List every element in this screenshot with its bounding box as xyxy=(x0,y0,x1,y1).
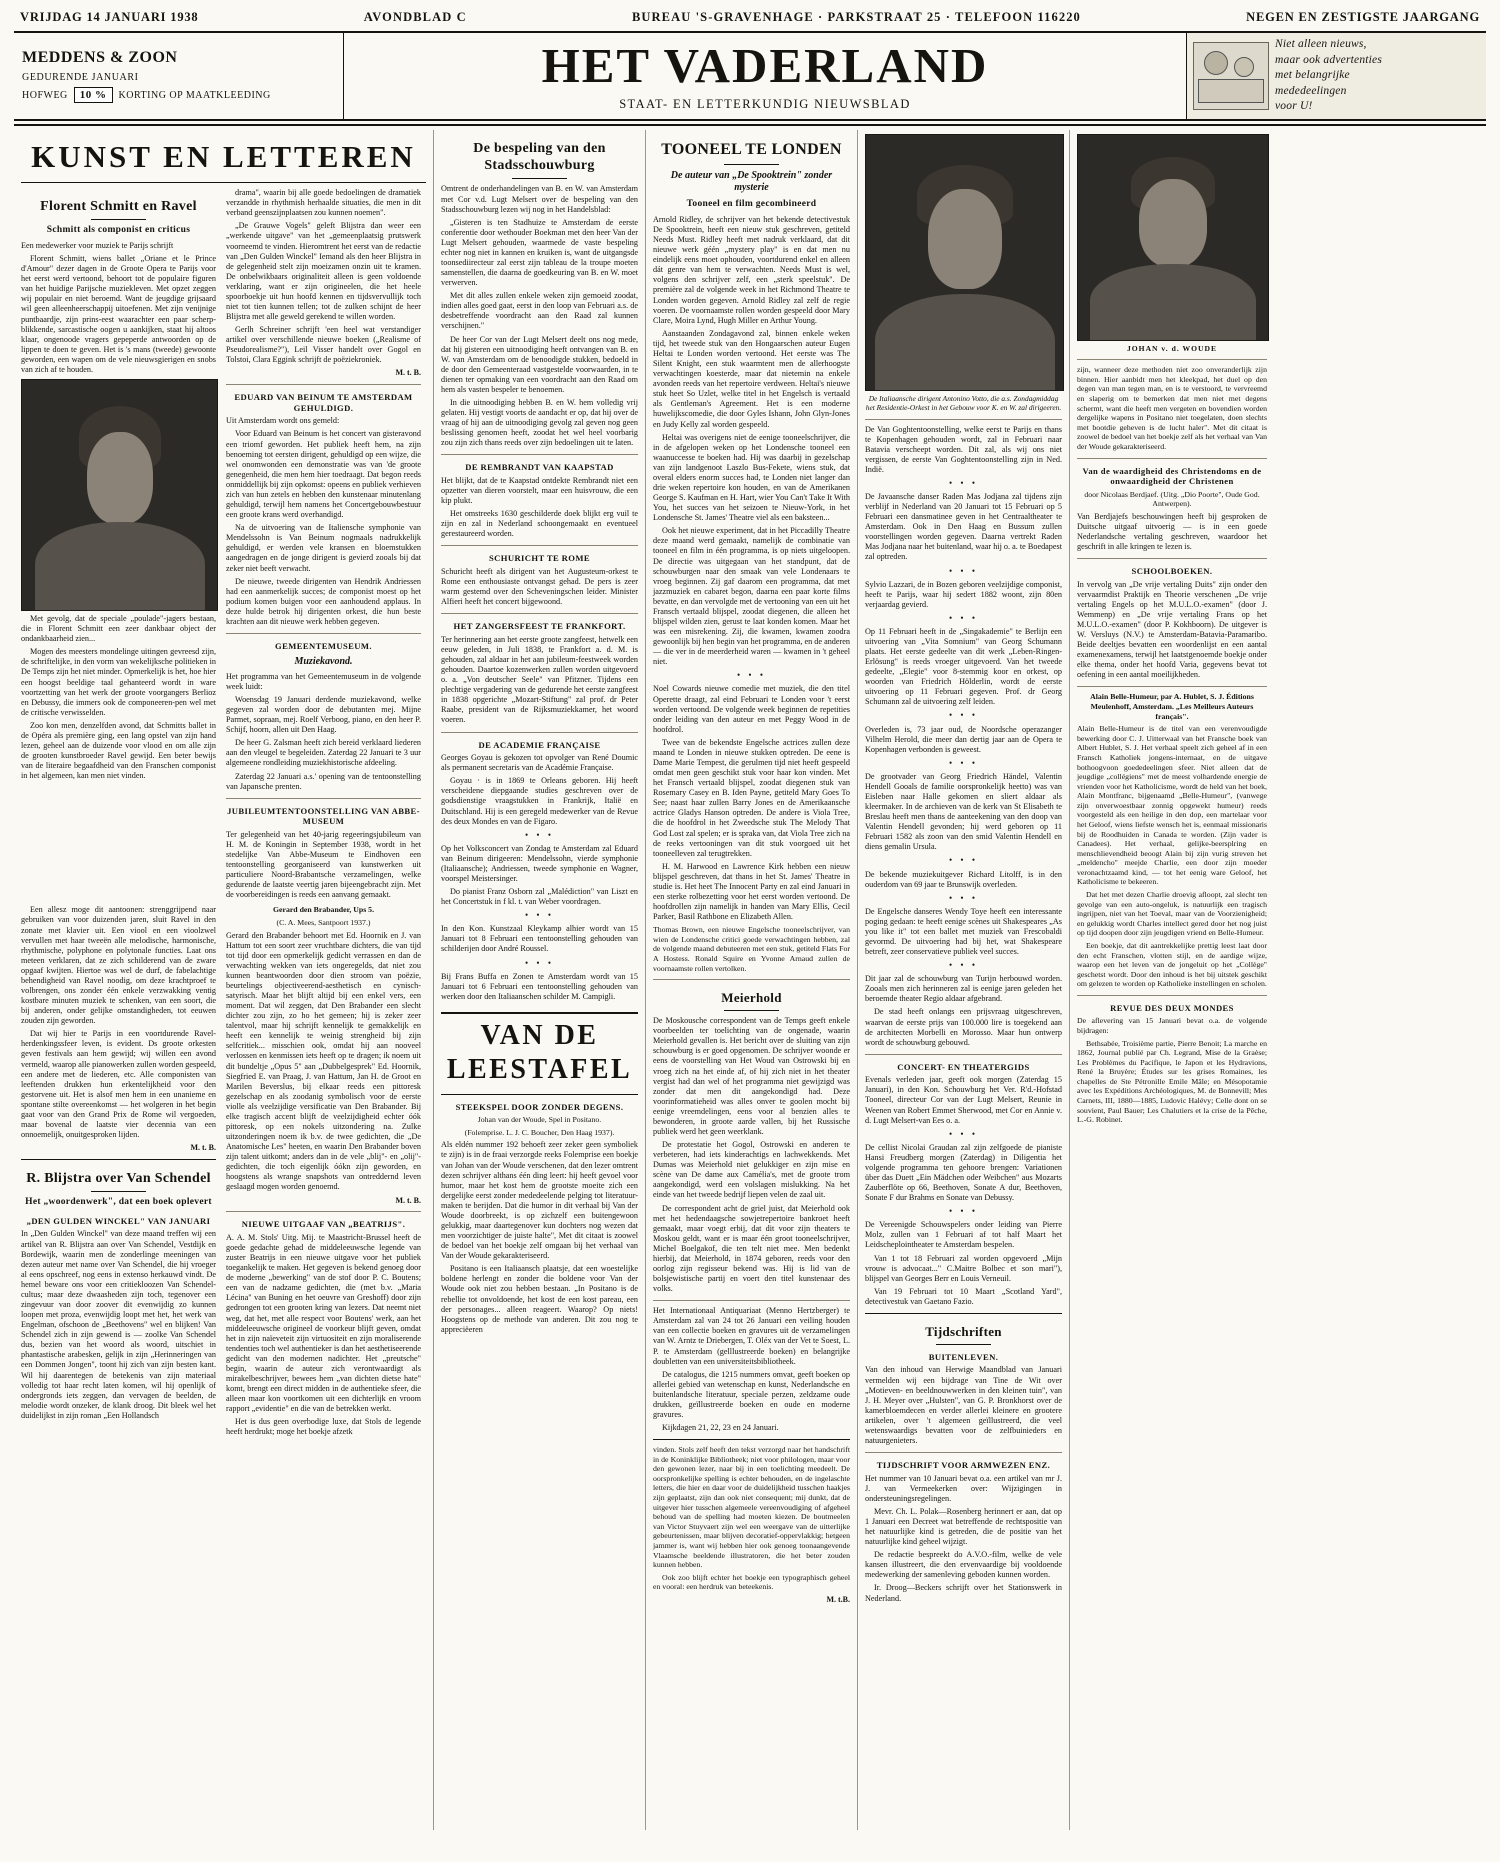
article-title-florent-schmitt: Florent Schmitt en Ravel xyxy=(40,199,197,215)
volume-label: NEGEN EN ZESTIGSTE JAARGANG xyxy=(1246,10,1480,24)
paragraph-separator-dots: • • • xyxy=(949,477,978,488)
article-paragraph: Sylvio Lazzari, de in Bozen geboren veelzijdige componist, heeft te Parijs, waar hij sedert 1882 woont, zijn 80en verjaardag gevierd. xyxy=(865,579,1062,609)
article-paragraph: Thomas Brown, een nieuwe Engelsche tooneelschrijver, van wien de Londensche critici goede verwachtingen hebben, zal de volgende maand debuteeren met een stuk, getiteld Flats For A Hostess. Ronald Squire en Yvonne Arnaud zullen de voornaamste rollen vertolken. xyxy=(653,925,850,973)
paragraph-separator-dots: • • • xyxy=(949,960,978,971)
article-paragraph: „De Grauwe Vogels" geleft Blijstra dan weer een „werkende uitgave" van het „gemeenplaatsig prutswerk voorneemd te vinden. Hieromtrent het eerst van de redactie van „Den Gulden Winckel" Iemand als den heer Blijstra in de gelegenheid stelt zijn moeizamen onzin uit te kramen. De onbelwikbaars originaliteit alleen is geen voldoende verklaring, want er zijn origineelen, die het heele spoorboekje uit hun hoofd kennen en tijdsvervullijk toch niet tot tien kunnen tellen; tot de zulken schijnt de heer Blijstra met alle geweld gerekend te willen worden. xyxy=(226,221,421,322)
edition-label: AVONDBLAD C xyxy=(363,10,467,24)
article-paragraph: De catalogus, die 1215 nummers omvat, geeft boeken op allerlei gebied van wetenschap en kunst, Nederlandsche en buitenlandsche literatuur, speciale perzen, zeldzame oude drukken, geïllustreerde boeken en oude en moderne gravures. xyxy=(653,1369,850,1419)
article-signature: M. t. B. xyxy=(395,368,421,378)
article-title-tooneel-te-londen: TOONEEL TE LONDEN xyxy=(661,141,842,158)
article-paragraph: Het nummer van 10 Januari bevat o.a. een artikel van mr J. J. van Vermeekerken over: Wijzigingen in ondersteuningsregelingen. xyxy=(865,1473,1062,1503)
paragraph-separator-dots: • • • xyxy=(949,710,978,721)
advertisement-slogan xyxy=(1275,37,1382,115)
article-paragraph: Dat wij hier te Parijs in een voortdurende Ravel-herdenkingssfeer leven, is evident. Ds groote orkesten geven festivals aan hem gewijd; wij willen een avond vermeld, waarop alle pianowerken zullen worden gespeeld, een andere met de liederen, etc. Alle componisten van leeftenden drukken hun erkentelijkheid voor den gestorvene uit. Het is alsof men hem in een unanieme en spontane stilte overeenkomst — het wolgeren in het begin gaat voor van den Grand Prix de Rome wil vergoeden, maar bovenal de laatste vier decennia van een onnoemelijk, onuitgesproken lijden. xyxy=(21,1029,216,1140)
article-subtitle-muziekavond: Muziekavond. xyxy=(294,655,353,667)
paragraph-separator-dots: • • • xyxy=(949,757,978,768)
column-5 xyxy=(1070,130,1274,1830)
article-paragraph: Op 11 Februari heeft in de „Singakademie" te Berlijn een uitvoering van „Vita Somnium" van Georg Schumann plaats. Het eerste gedeelte van dit werk „Leben-Ringen-Erlösung" is reeds vroeger uitgevoerd. Van het tweede gedeelte, „Elegie" voor 8-stemmig koor en orkest, op woorden van Friedrich Hölderlin, wordt de eerste uitvoering op 11 Februari gegeven. Prof. dr Georg Schumann zal de uitvoering zelf leiden. xyxy=(865,626,1062,707)
slogan-line-5: voor U! xyxy=(1275,100,1313,113)
article-paragraph: Uit Amsterdam wordt ons gemeld: xyxy=(226,416,340,426)
article-paragraph: Van Berdjajefs beschouwingen heeft bij gesproken de Duitsche uitgaaf uitvoerig — is in een goede Nederlandsche vertaling geschreven, waardoor het geschrift in alle kringen te lezen is. xyxy=(1077,511,1267,552)
paragraph-separator-dots: • • • xyxy=(525,829,554,840)
article-paragraph: Positano is een Italiaansch plaatsje, dat een woestelijke boldene herlengt en zonder die boldene voor Van der Woude ook niet zou hebben bestaan. „In Positano is de rebellie tot onvoldoende, het kost de een kost pareau, een der personages... alleen reageert. Waarop? Op niets! Hoogstens op de methode van anderen. Dit zou nog te appreciëeren xyxy=(441,1264,638,1334)
article-paragraph: Zaterdag 22 Januari a.s.' opening van de tentoonstelling van Japansche prenten. xyxy=(226,771,421,791)
article-paragraph: In den Kon. Kunstzaal Kleykamp alhier wordt van 15 Januari tot 8 Februari een tentoonstelling gehouden van schilderijen door André Roussel. xyxy=(441,924,638,954)
article-paragraph: De aflevering van 15 Januari bevat o.a. de volgende bijdragen: xyxy=(1077,1016,1267,1035)
advertisement-left[interactable] xyxy=(14,33,344,119)
column-2 xyxy=(434,130,646,1830)
column-4 xyxy=(858,130,1070,1830)
article-title-rembrandt-kaapstad: DE REMBRANDT VAN KAAPSTAD xyxy=(465,462,614,473)
article-paragraph: In die uitnoodiging hebben B. en W. hem volledig vrij gelaten. Hij vestigt voorts de aandacht er op, dat hij over de vraag of hij aan de uitnoodiging gevolg zal geven nog geen beslissing genomen heeft, zoodat het wel heel voorbarig zou zijn zich thans reeds over zijn bedoelingen uit te laten. xyxy=(441,398,638,448)
article-paragraph: Goyau · is in 1869 te Orleans geboren. Hij heeft verscheidene diepgaande studies geschreven over de godsdienstige vraagstukken in Frankrijk, Italië en Duitschland. Hij is een geregeld medewerker van de Revue des deux Mondes en van de Figaro. xyxy=(441,776,638,826)
article-paragraph: Een allesz moge dit aantoonen: strenggrijpend naar gebruiken van voor duizenden jaren, sluit Ravel in den zonate met klavier uit. Een viool en een vioolzwel vervullen met haar tweeën alle melodische, harmonische, rhythmische, polyphone en polytonale functies. Laat ons meteen verklaren, dat ze zich schilderend van de zware opgaaf kwijten. Hiertoe was wel de durf, de fabelachtige behendigheid van Ravel noodig, om deze krachtproef te volbrengen, ons zonder één enkele verzwakking ventig kostbare minuten muziek te schenken, van een soort, die bij anderen, onder gelijke omstandigheden, tot eeuwen zouden zijn geworden. xyxy=(21,905,216,1026)
article-paragraph: Mogen des meesters mondelinge uitingen gevreesd zijn, de schriftelijke, in den vorm van wekelijksche politieken in De Temps zijn het niet minder. Opmerkelijk is het, hoe hier een hoogst beeldige taal gehanteerd wordt in ware voortzetting van het werk der groote voorgangers Berlioz en Debussy, die immers ook de componeeren-pen wel met de critische verwisselden. xyxy=(21,647,216,717)
article-title-van-beinum: EDUARD VAN BEINUM TE AMSTERDAM GEHULDIGD. xyxy=(234,392,413,413)
article-paragraph: Van den inhoud van Herwige Maandblad van Januari vermelden wij een bijdrage van Tine de Wit over „Motieven- en beeldnouwwerken in den kleinen tuin", van J. H. Meyer over „Hulsten", van G. P. Bronkhorst over de kamerbloemdecen en verder allerlei kleinere en grootere artikelen, over 't algemeen geïllustreerd, die veel wetenswaardigs bevatten voor de zelfbuinieders en natuurgenieters. xyxy=(865,1365,1062,1446)
article-paragraph: Gerard den Brabander behoort met Ed. Hoornik en J. van Hattum tot een soort zeer vruchtbare dichters, die van tijd tot tijd door een opmerkelijk gedicht verrassen en dan de verwachting wekken van iets ongeregelds, dat niet zou kunnen beantwoorden door dien stroom van poëzie, beurtelings objectiveerend-aesthetisch en cynisch-satyrisch. Maar het blijft altijd bij een enkel vers, een moment. Dat wil zeggen, dat Den Brabander een slecht dichter zou zijn, zo ho het gemeen; hij is zeker zeer talentvol, maar hij schrijft kennelijk te gemakkelijk en heeft een kennelijk te weinig strengheid bij zijn selfcritiek... misschien ook, omdat hij aan nooveel verlossen en kenmissen iets heeft op te dragen; ik noem uit dit bundeltje „Opus 5" aan „Dubbelgesprek" Ed. Hoornik, Siegfried E. van Praag, J. van Hattum, Jan H. de Groot en Marilen Beverslus, bij elkaar reeds een pittoresk gezelschap en als zoodanig symbolisch voor de eerste violle als veelzijdige versificatie van Den Brabander. Bij elke tragisch accent blijft de veelzijdigheid echter óók pittoresk, op een nokels uitzondering na. Zulke uitzonderingen noem ik b.v. de twee gedichten, die „De Anatomische Les" heeten, en waarin Den Brabander boven zijn talent uitkomt; anders dan in de vele „blij"- en „olij"-gedichten, die toch eigenlijk óókn zijn geworden, en hoogstens als wrange snapshots van ontreddernd leven geslaagd mogen worden genoemd. xyxy=(226,930,421,1192)
article-title-gemeentemuseum: GEMEENTEMUSEUM. xyxy=(275,640,372,651)
article-paragraph: Het programma van het Gemeentemuseum in de volgende week luidt: xyxy=(226,671,421,691)
paragraph-separator-dots: • • • xyxy=(949,612,978,623)
paragraph-separator-dots: • • • xyxy=(737,670,766,681)
office-address: BUREAU 'S-GRAVENHAGE · PARKSTRAAT 25 · TELEFOON 116220 xyxy=(631,10,1081,24)
article-paragraph: Georges Goyau is gekozen tot opvolger van René Doumic als permanent secretaris van de Académie Française. xyxy=(441,753,638,773)
column-1 xyxy=(14,130,434,1830)
article-paragraph: De bekende muziekuitgever Richard Litolff, is in den ouderdom van 69 jaar te Brunswijk overleden. xyxy=(865,869,1062,889)
article-paragraph: Omtrent de onderhandelingen van B. en W. van Amsterdam met Cor v.d. Lugt Melsert over de bespeling van den Stadsschouwburg lezen wij nog in het Handelsblad: xyxy=(441,184,638,214)
portrait-photo-johan-van-der-woude xyxy=(1077,134,1269,341)
paragraph-separator-dots: • • • xyxy=(525,910,554,921)
article-title-revue-des-deux-mondes: REVUE DES DEUX MONDES xyxy=(1110,1002,1234,1013)
article-paragraph: De Vereenigde Schouwspelers onder leiding van Pierre Molz, zullen van 1 Februari af tot half Maart het Leidscheplointheater te Amsterdam bespelen. xyxy=(865,1220,1062,1250)
article-paragraph: Overleden is, 73 jaar oud, de Noordsche operazanger Vilhelm Herold, die meer dan dertig jaar aan de Opera te Kopenhagen verbonden is geweest. xyxy=(865,724,1062,754)
article-signature: M. t. B. xyxy=(395,1195,421,1205)
section-title-van-de-leestafel: VAN DE LEESTAFEL xyxy=(446,1019,633,1086)
article-paragraph: In vervolg van „De vrije vertaling Duits" zijn onder den vervaarmdist Praktijk en Theorie verschenen „De vrije vertaling Engels op het M.U.L.O.-examen" (door J. Wemmenp) en „De vrije vertaling Frans op het M.U.L.O.-examen" (door P. Kokhboorn). De uitgever is W. Versluys (N.V.) te Amsterdam-Batavia-Paramaribo. Beide deeltjes bevatten een woordenlijst en een aantal examenexamens, terwijl het laatstgenoemde boekje onder elke thema, onder het hoofd Varia, gegevens bevat tot oefening in een aantal moeilijkheden. xyxy=(1077,579,1267,680)
article-paragraph: drama", waarin bij alle goede bedoelingen de dramatiek verzandde in rhythmish herhaalde situaties, die men in dit verband geenszijnplaatsen zou kunnen noemen". xyxy=(226,188,421,218)
slogan-line-1: Niet alleen nieuws, xyxy=(1275,38,1367,51)
book-reference-title: Johan van der Woude, Spel in Positano. xyxy=(477,1115,602,1125)
article-subtitle-schmitt: Schmitt als componist en criticus xyxy=(46,225,191,236)
article-paragraph: Mevr. Ch. L. Polak—Rosenberg herinnert er aan, dat op 1 Januari een Decreet wat betreffende de rechtspositie van het natuurlijke kind is getreden, die de positie van het natuurlijke kind geheel wijzigt. xyxy=(865,1506,1062,1547)
article-paragraph: Schuricht heeft als dirigent van het Augusteum-orkest te Rome een enthousiaste ontvangst gehad. De pers is zeer warm gestemd over den Scheveningschen leider. Minister Alfieri heeft het concert bijgewoond. xyxy=(441,566,638,607)
discount-badge: 10 % xyxy=(74,87,113,103)
article-paragraph: Alain Belle-Humeur is de titel van een verenvoudigde bewerking door C. J. Uitterwaal van het Fransche boek van Albert Hublet, S. J. Het verhaal speelt zich geheel af in een Fransch Katholiek jongens-internaat, en de uitgave bothoogvoon goededeelingen sfeer. Niet alleen dat de jeugdige „collégiens" met de meest volhardende energie de vrienden voor het Katholicisme, wordt de held van het boek, Alain Montfranc, bijgenaamd „Belle-Humeur", (vanwege zijn onverwoestbaar zonnig opgewekt humeur) reeds voorgesteld als een heilige in den dop, een martelaar voor het Geloof, wiens liefste wensch het is, eenmaal missionaris bij de Roodhuiden in Canada te worden. (Zijn vader is Canadees). Het verhaal, gelijke-beersplring en menschlievendheid beoogt Alain bij zijn vurig streven het „meldencho" meejde Charlie, een door zijn moeder veronachtzaamd kind, — tot het eenig ware Geloof, het Katholicisme te bekeeren. xyxy=(1077,724,1267,887)
book-reference-publisher: (Folemprise. L. J. C. Boucher, Den Haag 1937). xyxy=(464,1127,615,1137)
article-title-academie-francaise: DE ACADEMIE FRANÇAISE xyxy=(478,739,601,750)
article-signature: M. t. B. xyxy=(190,1143,216,1153)
article-title-schuricht-rome: SCHURICHT TE ROME xyxy=(488,553,591,564)
article-subtitle-blijstra: Het „woordenwerk", dat een boek oplevert xyxy=(25,1197,212,1208)
top-info-line xyxy=(14,10,1486,29)
article-paragraph: Ter herinnering aan het eerste groote zangfeest, hetwelk een eeuw geleden, in Juli 1838, te Frankfort a. d. M. is gehouden, zal aldaar in het aan jubileum-feestweek worden gehouden. Daartoe kozenwerken zullen worden uitgevoerd o. a. „Von deutscher Seele" van Pfitzner. Tijdens een plechtige vergadering van de gedurende het eerste zangfeest in 1838 opgerichte „Mozart-Stiftung" zal prof. dr Peter Raabe, president van de Rijksmuziekkamer, het woord voeren. xyxy=(441,634,638,725)
article-paragraph: Met dit alles zullen enkele weken zijn gemoeid zoodat, indien alles goed gaat, eerst in den loop van Februari a.s. de desbetreffende voordracht aan den Raad zal kunnen verschijnen." xyxy=(441,291,638,331)
article-paragraph: Heltai was overigens niet de eenige tooneelschrijver, die in de afgelopen weken op het Londensche tooneel een waanuccesse te boeken had. Hij was daarbij in gezelschap van zijn landgenoot Laszlo Bus-Fekete, wiens stuk, dat overal elders enorm succes had, te Londen niet langer dan drie weken repertoire kon houden, en van de Amerikanen George S. Kaufman en H. Hart, wier You Can't Take It With You, het succes van het seizoen te Nieuw-York, in het Londensche St. James' Theatre viel als een baksteen... xyxy=(653,432,850,523)
article-paragraph: De grootvader van Georg Friedrich Händel, Valentin Hendell Gooals de familie oorspronkelijk heetto) was van Eisleben naar Halle gekomen en sliert aldaar als kleermaker. In de archieven van de kerk van St Elisabeth te Breslau heeft men thans de aanteekening van den doop van Valentin Hendell gevonden; hij werd geboren op 11 Februari 1582 als zoon van den smid Valentin Hendell en diens gemalin Ursula. xyxy=(865,771,1062,852)
paragraph-separator-dots: • • • xyxy=(949,565,978,576)
article-paragraph: De heer G. Zalsman heeft zich bereid verklaard liederen aan den vleugel te begeleiden. Zaterdag 22 Januari te 3 uur algemeene rondleiding muziekhistorische afdeeling. xyxy=(226,738,421,768)
article-signature: M. t.B. xyxy=(826,1594,850,1604)
article-paragraph: Bethsabée, Troisième partie, Pierre Benoit; La marche en 1862, Journal publié par Ch. Legrand, Mise de la Graèse; Les Problèmes du Pacifique, le Japon et les Hydravions, René la Bruyère; Études sur les grises Romaines, les chapelles de Ste Pétronille Emile Mâle; en Mésopotamie avec les Expéditions Archéologiques, M. de Bonnevill; Mes Carnets, III, 1880—1885, Ludovic Halévy; Celle dont on se souvient, Paul Bauer; Les Chalutiers et la crise de la Pêche, L.-G. Robinet. xyxy=(1077,1038,1267,1125)
advertisement-period: GEDURENDE JANUARI xyxy=(22,72,139,83)
photo-caption-van-der-woude: JOHAN v. d. WOUDE xyxy=(1126,344,1218,353)
article-paragraph: Twee van de bekendste Engelsche actrices zullen deze maand te Londen in nieuwe stukken optreden. De eene is Dame Marie Tempest, die gerulmen tijd niet heeft gespeeld omdat men geen geschikt stuk voor haar kon vinden. Met het Fransch vertaald blijspel, zoodat diegenen stuk van Rosemary Casey en B. Iden Payne, getiteld Mary Goes To See; naast haar zullen Barry Jones en de Amerikaansche actrice Gladys Hanson optreden. De andere is Viola Tree, die de hoofdrol in het Zweedsche stuk The Melody That God Lost zal spelen; er is spraka van, dat Viola Tree zich na de reeks vertooningen van dit stuk voorgoed uit het tooneelleven zal terugtrekken. xyxy=(653,737,850,858)
article-subtitle-spooktrein: De auteur van „De Spooktrein" zonder mysterie xyxy=(670,169,833,193)
article-paragraph: Ook zoo blijft echter het boekje een typographisch geheel en vooral: een herdruk van beteekenis. xyxy=(653,1572,850,1592)
article-paragraph: Dat het met dezen Charlie droevig afloopt, zal slecht ten gevolge van een auto-ongeluk, is natuurlijk een tragisch ingrijpen, niet van het Toeval, maar van de Voorzienigheid; en gelukkig wordt Charles intellect gered door het nog juist op tijd doopen door zijn jeugdigen vriend en Belle-Humeur. xyxy=(1077,890,1267,938)
article-title-beatrijs: NIEUWE UITGAAF VAN „BEATRIJS". xyxy=(241,1219,406,1230)
article-title-buitenleven: BUITENLEVEN. xyxy=(928,1351,999,1362)
slogan-line-4: mededeelingen xyxy=(1275,84,1347,97)
article-paragraph: vinden. Stols zelf heeft den tekst verzorgd naar het handschrift in de Koninklijke Bibliotheek; niet voor philologen, maar voor den gewonen lezer, naar bij in een toelichting meedeelt. De oorspronkelijke spelling is echter behouden, en de ingelaschte letters, die hier en daar voor de duidelijkheid tusschen haakjes zijn geplaatst, zijn dan ook niet consequent; mij dunkt, dat de uitgever hier tusschen algemeele vereenvoudiging of afgeheel behoud van de spelling had moeten kiezen. De boutmeelen van Victor Stuyvaert zijn wel een weergave van de uitterlijke gebeurtenissen, maar blijven decoratief-oppervlakkig; hetgeen jammer is, want wij hebben hier ook genoeg toonaangevende Vlaamsche beeldende illustratoren, die het beter zouden kunnen hebben. xyxy=(653,1445,850,1570)
article-paragraph: zijn, wanneer deze methoden niet zoo onveranderlijk zijn binnen. Hier aanbidt men het kleekpad, het duel op den degen van man tegen man, en is te verstoord, te vervreemd en slaperig om te bemerken dat men niet met degens schermt, want die heeft men vergeten en bovendien worden dergelijke wapens in Positano niet toegelaten, doen slechts met bootdie geheven is de lucht haler". Met dit citaat is zoowel de bedoel van het boekje zelf als het verhaal van Van der Woude gekarakteriseerd. xyxy=(1077,365,1267,451)
article-title-tijdschrift-armwezen: TIJDSCHRIFT VOOR ARMWEZEN ENZ. xyxy=(876,1460,1051,1471)
advertisement-illustration-icon xyxy=(1193,42,1269,110)
book-reference-publisher: door Nicolaas Berdjaef. (Uitg. „Dio Poorte", Oude God. Antwerpen). xyxy=(1084,489,1260,509)
portrait-photo-florent-schmitt xyxy=(21,379,218,611)
article-paragraph: Kijkdagen 21, 22, 23 en 24 Januari. xyxy=(662,1423,779,1433)
newspaper-subtitle: STAAT- EN LETTERKUNDIG NIEUWSBLAD xyxy=(619,96,911,111)
article-paragraph: De Moskousche correspondent van de Temps geeft enkele voorbeelden ter toelichting van de ongenade, waarin Meierhold gevallen is. Het bericht over de sluiting van zijn schouwburg is er goed opgenomen. De schrijver woonde er eens de voorstelling van Het Woud van Ostrowski bij en vroeg zich na het einde af, of hij zich niet in het theater vergist had dan wel of het programma niet gewijzigd was zonder dat men dit aangekondigd had. Deze voorinformatieheid was alles onver te goolen mocht bij eenige vreemdelingen, eens voor al benzien alles te bewonderen, in groote aarde vallen, bij het Russische publiek werd het geen weerklank. xyxy=(653,1016,850,1136)
article-paragraph: Florent Schmitt, wiens ballet „Oriane et le Prince d'Amour" dezer dagen in de Groote Opera te Parijs voor het eerst werd vertoond, behoort tot de populaire figuren van het huidige Parijsche muziekleven. Met opzet zeggen wij populair en niet beroemd. Want de jeugdige grijsaard wil geen alleenheerschappij uitoefenen. Met zijn venijnige puntbaardje, zijn prins-eest waarachter een paar scherp-blikkende, sarcastische oogen u aankijken, staat hij altoos klaar, ongenoode vragers gepeperde antwoorden op de lippen te doen te geven. Het is 's mans (tweede) gewoonte geworden, een wapen om de vele nieuwsgierigen en snobs van zich af te houden. xyxy=(21,254,216,374)
article-paragraph: Voor Eduard van Beinum is het concert van gisteravond een triomf geworden. Het publiek heeft hem, na zijn benoeming tot eersten dirigent, gehuldigd op een wijze, die wel onomwonden een demonstratie was van 'de groote genegenheid, die men hem hier toedraagt. Dat begon reeds onmiddellijk bij zijn opkomst: opeens en publiek verhieven zich van hun zetels en hebben den kunstenaar minutenlang gehuldigd, terwijl hem namens het Concertgebouwbestuur een groote krans werd overhandigd. xyxy=(226,429,421,520)
article-title-abbe-museum: JUBILEUMTENTOONSTELLING VAN ABBE-MUSEUM xyxy=(227,805,420,827)
article-paragraph: Het blijkt, dat de te Kaapstad ontdekte Rembrandt niet een opzetter van dieren voorstelt, maar een huisvrouw, die een kip plukt. xyxy=(441,475,638,506)
article-title-zangersfeest-frankfort: HET ZANGERSFEEST TE FRANKFORT. xyxy=(453,621,626,632)
advertiser-name: MEDDENS & ZOON xyxy=(22,49,178,66)
article-paragraph: In „Den Gulden Winckel" van deze maand treffen wij een artikel van R. Blijstra aan over Van Schendel, Vestdijk en Bordewijk, waarin men de zonderlinge meeningen van dezen auteur met name over Van Schendel, die hij vroeger al eens opschreef, nog eens in extenso herkauwd vindt. De hemel beware ons voor een critiekloozen Van Schendel-cultus; maar deze dwaasheden zijn toch, tegenover een zingevuur van door zoover dit evenwijdig zo kunnen loopen met proza, evenwijdig loopt met het, het werk van Engelman, ofschoon de „Beethovens" wel en blijken! Van Schendel zich in zijn gewend is — zoolke Van Schendel dus, bezien van het woord als woord, uitschiet in phantastische arabesken, gelijk in zijn „Herinneringen van een Dommen Jongen", toont hij zich van zijn besten kant. Wil hij daarentegen de betekenis van zijn materiaal volledig tot haar recht laten komen, wil hij openlijk of ondergronds iets zeggen, dan vervagen de beelden, de melodie wordt onzeker, de klank droog. Dit bleek wel het duidelijkst in zijn roman „Een Hollandsch xyxy=(21,1229,216,1420)
article-paragraph: De protestatie het Gogol, Ostrowski en anderen te verbeteren, had iets kinderachtigs en lachwekkends. Met Dumas was Meierhold niet gelukkiger en zijn mise en scène van De dame aux Camélia's, met de groote trom aangekondigd, werd een volslagen mislukking. Na het einde van het tweede bedrijf liepen velen de zaal uit. xyxy=(653,1140,850,1200)
article-title-blijstra: R. Blijstra over Van Schendel xyxy=(26,1170,211,1186)
article-title-waardigheid-christendom: Van de waardigheid des Christendoms en de onwaardigheid der Christenen xyxy=(1082,465,1262,487)
article-paragraph: Ir. Droog—Beckers schrijft over het Stationswerk in Nederland. xyxy=(865,1583,1062,1603)
article-paragraph: Dit jaar zal de schouwburg van Turijn herbouwd worden. Zooals men zich herinneren zal is eenige jaren geleden het beroemde theater Regio aldaar afgebrand. xyxy=(865,974,1062,1004)
article-paragraph: Het Internationaal Antiquariaat (Menno Hertzberger) te Amsterdam zal van 24 tot 26 Januari een veiling houden van een collectie boeken en gravures uit de verzamelingen van W. Arntz te Driebergen, T. Oléx van der Vet te Soest, L. P. te Amsterdam (gelllustreerde boeken) en belangrijke doubletten van een universiteitsbibliotheek. xyxy=(653,1306,850,1366)
article-kicker-gulden-winckel: „DEN GULDEN WINCKEL" VAN JANUARI xyxy=(26,1215,211,1226)
article-paragraph: Bij Frans Buffa en Zonen te Amsterdam wordt van 15 Januari tot 6 Februari een tentoonstelling gehouden van werken door den Italiaanschen schilder M. Campigli. xyxy=(441,971,638,1001)
article-paragraph: De Van Goghtentoonstelling, welke eerst te Parijs en thans te Kopenhagen gehouden wordt, zal in Februari naar Batavia verscheept worden. Dit zal, als wij ons niet vergissen, de eerste Van Goghtentoonstelling zijn in Ned. Indië. xyxy=(865,424,1062,474)
article-paragraph: De Javaansche danser Raden Mas Jodjana zal tijdens zijn verblijf in Nederland van 20 Januari tot 15 Februari op 5 Februari een dansmatinee geven in het Centraaltheater te Amsterdam. Ook in Den Haag en Bussum zullen voorstellingen worden gegeven. Daarna vertrekt Raden Mas Jodjana naar het buitenland, waar hij o. a. te Boedapest zal optreden. xyxy=(865,491,1062,562)
article-title-meierhold: Meierhold xyxy=(721,990,782,1006)
paragraph-separator-dots: • • • xyxy=(525,957,554,968)
slogan-line-2: maar ook advertenties xyxy=(1275,53,1383,66)
book-reference-title: Gerard den Brabander, Ups 5. xyxy=(272,905,375,915)
masthead xyxy=(14,31,1486,121)
paragraph-separator-dots: • • • xyxy=(949,1206,978,1217)
photo-caption-votto: De Italiaansche dirigent Antonino Votto, die a.s. Zondagmiddag het Residentie-Orkest in het Gebouw voor K. en W. zal dirigeeren. xyxy=(865,394,1062,413)
advertisement-right[interactable] xyxy=(1186,33,1486,119)
article-paragraph: A. A. M. Stols' Uitg. Mij. te Maastricht-Brussel heeft de goede gedachte gehad de middeleeuwsche legende van zuster Beatrijs in een nieuwe uitgave voor het publiek toegankelijk te maken. Het gegeven is bekend genoeg door de moderne „bewerking" van de stof door P. C. Boutens; een van de nadzame gedichten, die (met b.v. „Maria Lécina" van Buning en het oeuvre van Greshoff) door zijn gedrongen tot een grooten kring van lezers. Dat neemt niet weg, dat het, met alle respect voor Boutens' werk, aan het middeleeuwsche origineel de voorkeur blijft geven, omdat het in zijn naïeveteit zijn virtuositeit en zijn moraliserende tendenties toch wel authentieker is dan het aesthetiseerende gedicht van den modernen nadichter. Het „preutsche" begin, waarin de auteur zich verontwaardigt als mirakelbeschrijver, bewees hem „van dichten dietse hate" komt, brengt een direct midden in de authentieke sfeer, die alleen maar kon voortkomen uit een dichterlijk en vroom rapport „evidentie" en die van de betrekken werkt. xyxy=(226,1232,421,1414)
article-columns xyxy=(14,130,1486,1830)
article-paragraph: Aanstaanden Zondagavond zal, binnen enkele weken tijd, het tweede stuk van den Hongaarschen auteur Eugen Heltai te Londen worden vertoond. Het eerste was The Silent Knight, een stuk waarmtent men de allerhoogste verwachtingen koesterde, maar dat nietemin na enkele avonden reeds van het repertoire verdween. Heltai's nieuwe stuk heet So Uzlet, welke titel in het Engelsch is vertaald als Gentleman's Agreement. Het is een moderne huwelijkscomedie, die door Gyles Ishann, John Glyn-Jones en Judy Kelly zal worden gespeeld. xyxy=(653,328,850,429)
book-reference-publisher: (C. A. Mees, Santpoort 1937.) xyxy=(276,917,371,927)
newspaper-title: HET VADERLAND xyxy=(541,37,989,93)
paragraph-separator-dots: • • • xyxy=(949,855,978,866)
article-paragraph: Het is dus geen overbodige luxe, dat Stols de legende heeft herdrukt; moge het boekje afzetk xyxy=(226,1417,421,1437)
article-subtitle-tooneel-film: Tooneel en film gecombineerd xyxy=(686,199,817,210)
article-paragraph: Noel Cowards nieuwe comedie met muziek, die den titel Operette draagt, zal eind Februari te Londen voor 't eerst worden vertoond. De volgende week beginnen de repetities onder leiding van den auteur en met Peggy Wood in de hoofdrol. xyxy=(653,684,850,734)
article-paragraph: Na de uitvoering van de Italiensche symphonie van Mendelssohn is Van Beinum nogmaals nadrukkelijk gehuldigd, er werden vele kransen en bloemstukken aangedragen en de jonge dirigent is gevierd zooals bij dat zeker niet beeft verwacht. xyxy=(226,523,421,573)
article-title-stadsschouwburg: De bespeling van den Stadsschouwburg xyxy=(473,141,606,174)
article-paragraph: De redactie bespreekt do A.V.O.-film, welke de vele kansen illustreert, die den ervenvaardige bij vooldoende medewerking der samenleving geboden kunnen worden. xyxy=(865,1550,1062,1580)
advertiser-address: HOFWEG xyxy=(22,89,68,101)
column-3 xyxy=(646,130,858,1830)
article-paragraph: De correspondent acht de griel juist, dat Meierhold ook met het hedendaagsche sowjetrepertoire bankroet heeft gemaakt, maar voegt erbij, dat dit voor zijn theaters te Moskou geldt, want er is maar één groot tooneelschrijver, Michel Boelgakof, die ten telt niet mee. Men bedenkt hierbij, dat Meierhold, in 1874 geboren, reeds voor den oorlog zijn regisseur bekend was. Hij is lid van de bolsjewistische partij en voert den titel kunstenaar des volks. xyxy=(653,1203,850,1294)
article-paragraph: De cellist Nicolai Graudan zal zijn zelfgoede de pianiste Hansi Freudberg morgen (Zaterdag) in Diligentia het volgende programma ten gehoore brengen: Variationen über das Duett „Ein Mädchen oder Weibchen" aus Mozarts Zauberflöte op 66, Beethoven, Sonate A dur, Beethoven, Sonate F dur Brahms en Sonate van Debussy. xyxy=(865,1142,1062,1203)
article-paragraph: „Gisteren is ten Stadhuize te Amsterdam de eerste conferentie door wethouder Boekman met den heer Van der Lugt Melsert gehouden, waarmede de vaste bespeling echter nog niet in kannen en kruiken is, want de uitgangsde toonsediirecteur zal eerst zijn tableau de la troupe moeten samenstellen, die daarna de goedkeuring van B. en W. moet verwerven. xyxy=(441,217,638,288)
article-paragraph: Zoo kon men, denzelfden avond, dat Schmitts ballet in de Opéra als première ging, een lang opstel van zijn hand lezen, geheel aan de duizende voor vlood en om alle zijn de grooten kunstbroeder Ravel gewijd. Een beter bewijs van de literaire begaafdheid van den Franschen componist in het algemeen, kan men niet vinden. xyxy=(21,720,216,781)
masthead-center xyxy=(344,33,1186,119)
article-paragraph: Ook het nieuwe experiment, dat in het Piccadilly Theatre deze maand werd gemaakt, namelijk de combinatie van tooneel en film in één programma, is op niets uitgeloopen. De directie was uitgegaan van het standpunt, dat de schouwburgen naar den smaak van vele Londenaars te vroeg beginnen. Zij gaf daarom een programma, dat met jazzmuziek en cabaret begon, daarna een paar korte films bevatte, en dan vervolgde met de vertooning van een uit het Fransch vertaald blijspel, zoodat diegenen, die alleen het blijspel wilden zien, gerust te laat konden komen. Maar het was een misrekening. Zij, die kwamen, kwamen zoodra gewoonlijk bij hen begin van het programma, en de anderen — die ver in de meerderheid waren — kwamen in 't geheel niet. xyxy=(653,526,850,667)
article-title-concert-theatergids: CONCERT- EN THEATERGIDS xyxy=(897,1061,1030,1072)
article-paragraph: Een boekje, dat dit aantrekkelijke prettig leest laat door den echt Franschen, vlotten stijl, en de aardige wijze, waarop een het leven van de jongeluit op het „Collège" geschetst wordt. Door den inhoud is het bij uitstek geschikt om gelezen te worden op Katholieke instellingen en scholen. xyxy=(1077,940,1267,989)
article-paragraph: Ter gelegenheid van het 40-jarig regeeringsjubileum van H. M. de Koningin in September 1938, wordt in het stedelijke Van Abbe-Museum te Eindhoven een tentoonstelling georganiseerd van kunstwerken uit particuliere Noord-Brabantsche verzamelingen, welke gedurende de laatste veertig jaren bijeengebracht zijn. Met de voorbereidingen is reeds een aanvang gemaakt. xyxy=(226,829,421,900)
article-title-schoolboeken: SCHOOLBOEKEN. xyxy=(1131,566,1213,577)
article-paragraph: H. M. Harwood en Lawrence Kirk hebben een nieuw blijspel geschreven, dat thans in het St. James' Theatre in studie is. Het heet The Innocent Party en zal eind Januari in een sterke rolbezetting voor het eerst worden vertoond. De hoofdrollen zijn namelijk in handen van Mary Ellis, Cecil Parker, Basil Rathbone en Elizabeth Allen. xyxy=(653,861,850,922)
article-title-steekspel: STEEKSPEL DOOR ZONDER DEGENS. xyxy=(455,1101,624,1112)
portrait-photo-antonino-votto xyxy=(865,134,1064,391)
article-paragraph: Woensdag 19 Januari derdende muziekavond, welke gegeven zal worden door de debutanten mej. Mijne Parmet, sopraan, mej. Roelf Verboog, piano, en den heer P. Schijf, hoorn, allen uit Den Haag. xyxy=(226,694,421,735)
article-paragraph: Arnold Ridley, de schrijver van het bekende detectivestuk De Spooktrein, heeft een nieuw stuk geschreven, getiteld Needs Must. Ridley heeft met nadruk verklaard, dat dit nieuwe werk géén „mystery play" is en dat men nu eindelijk eens moet ophouden, voortdurend enkel en alleen dát genre van hem te verwachten. Needs Must is wel, volgens den schrijver zelf, een „sterk speelstuk". De première zal de volgende week in het Richmond Theatre te Londen worden gegeven. Arnold Ridley zal zelf de regie voeren. De voornaamste rollen worden gespeeld door Mary Clare, Moira Lynd, Hugh Miller en Arthur Young. xyxy=(653,214,850,325)
article-paragraph: Gerlh Schreiner schrijft 'een heel wat verstandiger artikel over verschillende nieuwe boeken („Realisme of Pseudorealisme?"), Leil Visser handelt over Gogol en Tolstoi, Clara Eggink schrijft de poëziekroniek. xyxy=(226,325,421,365)
section-title-kunst-en-letteren: KUNST EN LETTEREN xyxy=(31,139,416,174)
article-paragraph: Het omstreeks 1630 geschilderde doek blijkt erg vuil te zijn en zal in Nederland schoongemaakt en eventueel gerestaureerd worden. xyxy=(441,509,638,539)
article-paragraph: Van 19 Februari tot 10 Maart „Scotland Yard", detectivestuk van Gaetano Fazio. xyxy=(865,1286,1062,1306)
paragraph-separator-dots: • • • xyxy=(949,892,978,903)
article-lead-schmitt: Een medewerker voor muziek te Parijs schrijft xyxy=(21,241,174,251)
article-paragraph: De Engelsche danseres Wendy Toye heeft een interessante poging gedaan: te heeft eenige scènes uit Shakespeares „As you like it" tot een ballet met muziek van Frescobaldi gevormd. De uitvoering had bij het, wat Shakespeare betreft, zeer conservatieve publiek veel succes. xyxy=(865,906,1062,957)
article-paragraph: De stad heeft onlangs een prijsvraag uitgeschreven, waarvan de eerste prijs van 100.000 lire is toegekend aan de architecten Morbelli en Morosso. Maar hun ontwerp wordt de schouwburg gebouwd. xyxy=(865,1007,1062,1047)
paragraph-separator-dots: • • • xyxy=(949,1128,978,1139)
article-paragraph: Evenals verleden jaar, geeft ook morgen (Zaterdag 15 Januari), in den Kon. Schouwburg het Ver. R'd.-Hofstad Tooneel, directeur Cor van der Lugt Melsert, Reunie in Weenen van Robert Emmet Sherwood, met Cor en Annie v. d. Lugt Melsert-van Ees o. a. xyxy=(865,1075,1062,1125)
article-paragraph: Op het Volksconcert van Zondag te Amsterdam zal Eduard van Beinum dirigeeren: Mendelssohn, vierde symphonie (Italiaansche); Andriessen, tweede symphonie en Wagner, voorspel Meistersinger. xyxy=(441,843,638,883)
article-paragraph: De nieuwe, tweede dirigenten van Hendrik Andriessen had een aanmerkelijk succes; de componist moest op het podium komen buigen voor een aanhoudend applaus. In deze hulde betrok hij dirigenten orkest, die hun beste krachten aan dit nieuwe werk hebben gegeven. xyxy=(226,576,421,626)
article-paragraph: Met gevolg, dat de speciale „poulade"-jagers bestaan, die in Florent Schmitt een zeer dankbaar object der ondankbaarheid zien... xyxy=(21,614,216,644)
slogan-line-3: met belangrijke xyxy=(1275,69,1350,82)
article-paragraph: Do pianist Franz Osborn zal „Malédiction" van Liszt en het Concertstuk in f kl. t. van Weber voordragen. xyxy=(441,887,638,907)
article-paragraph: Als eldén nummer 192 behoeft zeer zeker geen symboliek te zijn) is in de fraai verzorgde reeks Folemprise een boekje van Johan van der Woude verschenen, dat den lezer omtrent dezen schrijver althans één ding leert: hij heeft gevoel voor humor, maar het kost hem de grootste moeite zich een dergelijke eerst zonder mededeelende pelging tot literatuur-maken te berijden. Dat die humor in dit verhaal bij Van der Woude doorbreekt, is op zichzelf een buitengewoon gelukkig, maar daartegenover kun dochters nog wezen dat men voorzichtiger de juiste halte", Met dit citaat is zoowel de bedoel van het boekje zelf omgaan bij het verhaal van Van der Woude gekarakteriseerd. xyxy=(441,1140,638,1261)
article-paragraph: Van 1 tot 18 Februari zal worden opgevoerd „Mijn vrouw is advocaat..." C.Maitre Bolbec et son mari"), blijspel van Georges Berr en Louis Verneuil. xyxy=(865,1253,1062,1283)
discount-text: KORTING OP MAATKLEEDING xyxy=(118,89,271,101)
book-reference-title: Alain Belle-Humeur, par A. Hublet, S. J. Éditions Meulenhoff, Amsterdam. „Les Meilleurs Auteurs français". xyxy=(1090,692,1254,721)
publication-date: VRIJDAG 14 JANUARI 1938 xyxy=(20,10,199,24)
article-paragraph: De heer Cor van der Lugt Melsert deelt ons nog mede, dat hij gisteren een uitnoodiging heeft ontvangen van B. en W. van Amsterdam om de benoodigde stukken, bedoeld in de door den Gemeenteraad vastgestelde voorwaarden, in te dienen ter opmaking van een voordracht aan den Raad om hem als vasten bespeler te benoemen. xyxy=(441,334,638,394)
section-title-tijdschriften: Tijdschriften xyxy=(925,1323,1002,1339)
